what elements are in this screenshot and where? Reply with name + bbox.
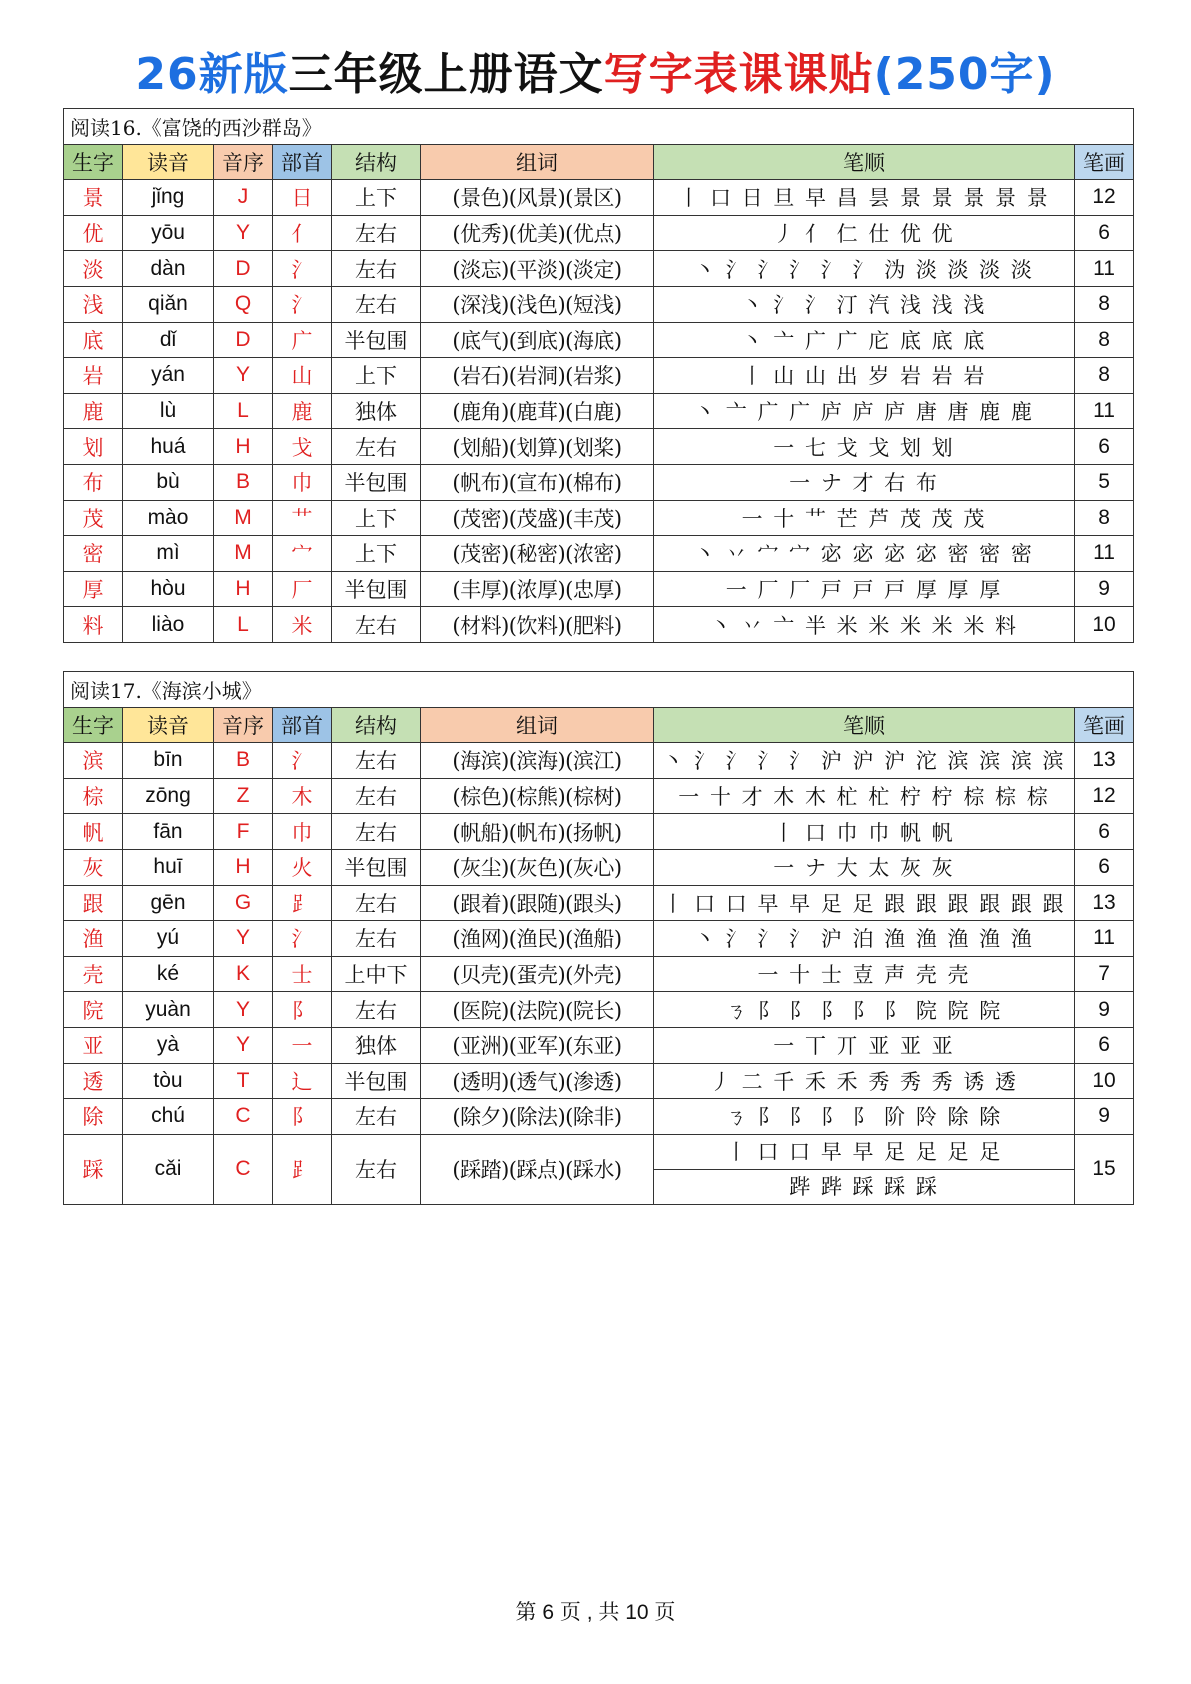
order-cell: T xyxy=(214,1063,273,1099)
order-cell: H xyxy=(214,849,273,885)
table-row xyxy=(64,1099,1134,1135)
stroke-order-cell: 一 厂 厂 戸 戸 戸 厚 厚 厚 xyxy=(654,571,1075,607)
header-words: 组词 xyxy=(421,707,654,743)
radical-cell: 广 xyxy=(273,322,332,358)
words-cell: (茂密)(茂盛)(丰茂) xyxy=(421,500,654,536)
stroke-count-cell: 8 xyxy=(1075,286,1134,322)
char-cell: 灰 xyxy=(64,849,123,885)
stroke-count-cell: 12 xyxy=(1075,778,1134,814)
stroke-order-cell: 丿 亻 仁 仕 优 优 xyxy=(654,215,1075,251)
title-grade: 三年级上册语文 xyxy=(288,49,604,100)
structure-cell: 上中下 xyxy=(332,956,421,992)
table-row xyxy=(64,956,1134,992)
table-row xyxy=(64,607,1134,643)
structure-cell: 左右 xyxy=(332,1099,421,1135)
structure-cell: 左右 xyxy=(332,814,421,850)
stroke-count-cell: 7 xyxy=(1075,956,1134,992)
words-cell: (海滨)(滨海)(滨江) xyxy=(421,743,654,779)
stroke-count-cell: 10 xyxy=(1075,1063,1134,1099)
order-cell: L xyxy=(214,607,273,643)
section-table-17 xyxy=(63,671,1134,1205)
header-char: 生字 xyxy=(64,707,123,743)
pinyin-cell: bīn xyxy=(123,743,214,779)
words-cell: (棕色)(棕熊)(棕树) xyxy=(421,778,654,814)
radical-cell: 阝 xyxy=(273,992,332,1028)
radical-cell: 氵 xyxy=(273,743,332,779)
char-cell: 茂 xyxy=(64,500,123,536)
structure-cell: 左右 xyxy=(332,743,421,779)
radical-cell: 鹿 xyxy=(273,393,332,429)
order-cell: Y xyxy=(214,992,273,1028)
header-order: 音序 xyxy=(214,144,273,180)
words-cell: (茂密)(秘密)(浓密) xyxy=(421,536,654,572)
header-pinyin: 读音 xyxy=(123,144,214,180)
radical-cell: 阝 xyxy=(273,1099,332,1135)
stroke-order-cell: 一 十 艹 芒 芦 茂 茂 茂 xyxy=(654,500,1075,536)
structure-cell: 左右 xyxy=(332,607,421,643)
stroke-count-cell: 11 xyxy=(1075,921,1134,957)
header-char: 生字 xyxy=(64,144,123,180)
stroke-count-cell: 8 xyxy=(1075,322,1134,358)
section-title: 阅读17.《海滨小城》 xyxy=(64,672,1134,708)
table-row xyxy=(64,286,1134,322)
table-row xyxy=(64,778,1134,814)
pinyin-cell: jǐng xyxy=(123,180,214,216)
stroke-order-cell: 丶 氵 氵 氵 氵 沪 沪 沪 沱 滨 滨 滨 滨 xyxy=(654,743,1075,779)
radical-cell: 一 xyxy=(273,1027,332,1063)
table-row xyxy=(64,921,1134,957)
char-cell: 透 xyxy=(64,1063,123,1099)
order-cell: M xyxy=(214,500,273,536)
stroke-count-cell: 13 xyxy=(1075,885,1134,921)
stroke-order-cell: 丨 口 日 旦 早 昌 昙 景 景 景 景 景 xyxy=(654,180,1075,216)
structure-cell: 半包围 xyxy=(332,464,421,500)
stroke-order-cell: ㄋ 阝 阝 阝 阝 阶 阾 除 除 xyxy=(654,1099,1075,1135)
table-row xyxy=(64,464,1134,500)
table-row xyxy=(64,429,1134,465)
structure-cell: 左右 xyxy=(332,921,421,957)
char-cell: 院 xyxy=(64,992,123,1028)
header-words: 组词 xyxy=(421,144,654,180)
title-topic: 写字表课课贴 xyxy=(603,49,874,100)
stroke-count-cell: 6 xyxy=(1075,1027,1134,1063)
stroke-count-cell: 8 xyxy=(1075,358,1134,394)
words-cell: (底气)(到底)(海底) xyxy=(421,322,654,358)
table-row xyxy=(64,393,1134,429)
char-cell: 帆 xyxy=(64,814,123,850)
words-cell: (帆船)(帆布)(扬帆) xyxy=(421,814,654,850)
char-cell: 岩 xyxy=(64,358,123,394)
pinyin-cell: yà xyxy=(123,1027,214,1063)
stroke-order-line: 跸 跸 踩 踩 踩 xyxy=(654,1169,1074,1204)
header-count: 笔画 xyxy=(1075,707,1134,743)
radical-cell: ⻊ xyxy=(273,1134,332,1204)
words-cell: (灰尘)(灰色)(灰心) xyxy=(421,849,654,885)
pinyin-cell: chú xyxy=(123,1099,214,1135)
header-order: 音序 xyxy=(214,707,273,743)
order-cell: D xyxy=(214,322,273,358)
words-cell: (景色)(风景)(景区) xyxy=(421,180,654,216)
order-cell: M xyxy=(214,536,273,572)
order-cell: Z xyxy=(214,778,273,814)
header-radical: 部首 xyxy=(273,144,332,180)
pinyin-cell: ké xyxy=(123,956,214,992)
order-cell: Y xyxy=(214,215,273,251)
pinyin-cell: liào xyxy=(123,607,214,643)
pinyin-cell: cǎi xyxy=(123,1134,214,1204)
page-title xyxy=(0,38,1191,102)
char-cell: 亚 xyxy=(64,1027,123,1063)
words-cell: (丰厚)(浓厚)(忠厚) xyxy=(421,571,654,607)
stroke-count-cell: 10 xyxy=(1075,607,1134,643)
table-row xyxy=(64,251,1134,287)
radical-cell: 巾 xyxy=(273,814,332,850)
words-cell: (贝壳)(蛋壳)(外壳) xyxy=(421,956,654,992)
char-cell: 密 xyxy=(64,536,123,572)
words-cell: (材料)(饮料)(肥料) xyxy=(421,607,654,643)
radical-cell: 厂 xyxy=(273,571,332,607)
stroke-order-cell: 一 ナ 大 太 灰 灰 xyxy=(654,849,1075,885)
stroke-order-cell xyxy=(654,1134,1075,1204)
radical-cell: 士 xyxy=(273,956,332,992)
words-cell: (医院)(法院)(院长) xyxy=(421,992,654,1028)
radical-cell: 米 xyxy=(273,607,332,643)
stroke-order-cell: 一 七 戈 戈 划 划 xyxy=(654,429,1075,465)
structure-cell: 左右 xyxy=(332,992,421,1028)
pinyin-cell: huá xyxy=(123,429,214,465)
structure-cell: 上下 xyxy=(332,500,421,536)
char-cell: 浅 xyxy=(64,286,123,322)
char-cell: 底 xyxy=(64,322,123,358)
stroke-count-cell: 9 xyxy=(1075,1099,1134,1135)
char-cell: 划 xyxy=(64,429,123,465)
table-row xyxy=(64,1027,1134,1063)
char-cell: 优 xyxy=(64,215,123,251)
pinyin-cell: yuàn xyxy=(123,992,214,1028)
stroke-order-cell: 丿 二 千 禾 禾 秀 秀 秀 诱 透 xyxy=(654,1063,1075,1099)
table-row xyxy=(64,215,1134,251)
table-row xyxy=(64,322,1134,358)
structure-cell: 上下 xyxy=(332,358,421,394)
table-row xyxy=(64,992,1134,1028)
stroke-order-cell: 丶 丷 宀 宀 宓 宓 宓 宓 密 密 密 xyxy=(654,536,1075,572)
stroke-order-cell: 丶 氵 氵 氵 沪 泊 渔 渔 渔 渔 渔 xyxy=(654,921,1075,957)
stroke-order-cell: 丨 山 山 出 岁 岩 岩 岩 xyxy=(654,358,1075,394)
table-row xyxy=(64,814,1134,850)
pinyin-cell: yán xyxy=(123,358,214,394)
pinyin-cell: hòu xyxy=(123,571,214,607)
section-table-16 xyxy=(63,108,1134,643)
section-title: 阅读16.《富饶的西沙群岛》 xyxy=(64,109,1134,145)
stroke-order-cell: 丶 氵 氵 汀 汽 浅 浅 浅 xyxy=(654,286,1075,322)
stroke-order-cell: 一 十 才 木 木 杧 杧 柠 柠 棕 棕 棕 xyxy=(654,778,1075,814)
char-cell: 布 xyxy=(64,464,123,500)
radical-cell: 日 xyxy=(273,180,332,216)
page-footer: 第 6 页 , 共 10 页 xyxy=(515,1601,676,1624)
pinyin-cell: gēn xyxy=(123,885,214,921)
words-cell: (划船)(划算)(划桨) xyxy=(421,429,654,465)
pinyin-cell: lù xyxy=(123,393,214,429)
order-cell: B xyxy=(214,464,273,500)
words-cell: (渔网)(渔民)(渔船) xyxy=(421,921,654,957)
pinyin-cell: fān xyxy=(123,814,214,850)
radical-cell: ⻊ xyxy=(273,885,332,921)
structure-cell: 上下 xyxy=(332,180,421,216)
stroke-count-cell: 11 xyxy=(1075,536,1134,572)
stroke-order-cell: 一 十 士 壴 声 壳 壳 xyxy=(654,956,1075,992)
char-cell: 料 xyxy=(64,607,123,643)
radical-cell: 氵 xyxy=(273,921,332,957)
stroke-order-line: 丨 口 口 早 早 足 足 足 足 xyxy=(725,1139,1003,1164)
char-cell: 除 xyxy=(64,1099,123,1135)
radical-cell: 亻 xyxy=(273,215,332,251)
pinyin-cell: mào xyxy=(123,500,214,536)
order-cell: C xyxy=(214,1099,273,1135)
header-strokes: 笔顺 xyxy=(654,144,1075,180)
order-cell: H xyxy=(214,571,273,607)
radical-cell: 宀 xyxy=(273,536,332,572)
stroke-order-cell: 丶 丷 亠 半 米 米 米 米 米 料 xyxy=(654,607,1075,643)
order-cell: L xyxy=(214,393,273,429)
char-cell: 踩 xyxy=(64,1134,123,1204)
pinyin-cell: tòu xyxy=(123,1063,214,1099)
order-cell: J xyxy=(214,180,273,216)
radical-cell: 木 xyxy=(273,778,332,814)
structure-cell: 独体 xyxy=(332,393,421,429)
order-cell: Y xyxy=(214,1027,273,1063)
stroke-count-cell: 8 xyxy=(1075,500,1134,536)
title-prefix: 26新版 xyxy=(135,49,289,100)
radical-cell: 山 xyxy=(273,358,332,394)
stroke-count-cell: 5 xyxy=(1075,464,1134,500)
stroke-order-cell: 丶 氵 氵 氵 氵 氵 沩 淡 淡 淡 淡 xyxy=(654,251,1075,287)
stroke-count-cell: 12 xyxy=(1075,180,1134,216)
header-structure: 结构 xyxy=(332,144,421,180)
table-row xyxy=(64,1063,1134,1099)
words-cell: (除夕)(除法)(除非) xyxy=(421,1099,654,1135)
stroke-count-cell: 13 xyxy=(1075,743,1134,779)
table-row xyxy=(64,500,1134,536)
order-cell: K xyxy=(214,956,273,992)
structure-cell: 半包围 xyxy=(332,849,421,885)
pinyin-cell: bù xyxy=(123,464,214,500)
radical-cell: 氵 xyxy=(273,286,332,322)
table-row xyxy=(64,536,1134,572)
stroke-count-cell: 6 xyxy=(1075,215,1134,251)
structure-cell: 左右 xyxy=(332,885,421,921)
structure-cell: 左右 xyxy=(332,251,421,287)
order-cell: Y xyxy=(214,921,273,957)
pinyin-cell: dǐ xyxy=(123,322,214,358)
char-cell: 棕 xyxy=(64,778,123,814)
order-cell: B xyxy=(214,743,273,779)
table-row xyxy=(64,180,1134,216)
stroke-count-cell: 9 xyxy=(1075,992,1134,1028)
structure-cell: 左右 xyxy=(332,215,421,251)
stroke-count-cell: 6 xyxy=(1075,849,1134,885)
table-row xyxy=(64,849,1134,885)
char-cell: 壳 xyxy=(64,956,123,992)
order-cell: H xyxy=(214,429,273,465)
structure-cell: 左右 xyxy=(332,286,421,322)
stroke-order-cell: 一 ナ 才 右 布 xyxy=(654,464,1075,500)
header-structure: 结构 xyxy=(332,707,421,743)
header-radical: 部首 xyxy=(273,707,332,743)
structure-cell: 上下 xyxy=(332,536,421,572)
pinyin-cell: dàn xyxy=(123,251,214,287)
header-strokes: 笔顺 xyxy=(654,707,1075,743)
stroke-count-cell: 11 xyxy=(1075,393,1134,429)
radical-cell: 火 xyxy=(273,849,332,885)
order-cell: Y xyxy=(214,358,273,394)
radical-cell: 艹 xyxy=(273,500,332,536)
table-row xyxy=(64,571,1134,607)
radical-cell: 戈 xyxy=(273,429,332,465)
pinyin-cell: mì xyxy=(123,536,214,572)
stroke-order-cell: ㄋ 阝 阝 阝 阝 阝 院 院 院 xyxy=(654,992,1075,1028)
structure-cell: 左右 xyxy=(332,778,421,814)
words-cell: (鹿角)(鹿茸)(白鹿) xyxy=(421,393,654,429)
words-cell: (透明)(透气)(渗透) xyxy=(421,1063,654,1099)
stroke-count-cell: 11 xyxy=(1075,251,1134,287)
stroke-order-cell: 丨 口 口 早 早 足 足 跟 跟 跟 跟 跟 跟 xyxy=(654,885,1075,921)
stroke-order-cell: 丶 亠 广 广 庀 底 底 底 xyxy=(654,322,1075,358)
words-cell: (亚洲)(亚军)(东亚) xyxy=(421,1027,654,1063)
stroke-order-cell: 丨 口 巾 巾 帆 帆 xyxy=(654,814,1075,850)
stroke-order-cell: 丶 亠 广 广 庐 庐 庐 唐 唐 鹿 鹿 xyxy=(654,393,1075,429)
char-cell: 景 xyxy=(64,180,123,216)
char-cell: 厚 xyxy=(64,571,123,607)
title-count: (250字) xyxy=(873,49,1056,100)
words-cell: (岩石)(岩洞)(岩浆) xyxy=(421,358,654,394)
pinyin-cell: yú xyxy=(123,921,214,957)
radical-cell: 辶 xyxy=(273,1063,332,1099)
order-cell: C xyxy=(214,1134,273,1204)
stroke-order-cell: 一 丅 丌 亚 亚 亚 xyxy=(654,1027,1075,1063)
words-cell: (帆布)(宣布)(棉布) xyxy=(421,464,654,500)
pinyin-cell: qiǎn xyxy=(123,286,214,322)
table-row xyxy=(64,358,1134,394)
table-row xyxy=(64,1134,1134,1204)
structure-cell: 半包围 xyxy=(332,1063,421,1099)
stroke-count-cell: 15 xyxy=(1075,1134,1134,1204)
table-row xyxy=(64,743,1134,779)
table-row xyxy=(64,885,1134,921)
pinyin-cell: huī xyxy=(123,849,214,885)
structure-cell: 独体 xyxy=(332,1027,421,1063)
char-cell: 跟 xyxy=(64,885,123,921)
header-pinyin: 读音 xyxy=(123,707,214,743)
order-cell: F xyxy=(214,814,273,850)
words-cell: (淡忘)(平淡)(淡定) xyxy=(421,251,654,287)
header-count: 笔画 xyxy=(1075,144,1134,180)
radical-cell: 巾 xyxy=(273,464,332,500)
structure-cell: 半包围 xyxy=(332,322,421,358)
words-cell: (深浅)(浅色)(短浅) xyxy=(421,286,654,322)
order-cell: Q xyxy=(214,286,273,322)
words-cell: (优秀)(优美)(优点) xyxy=(421,215,654,251)
order-cell: D xyxy=(214,251,273,287)
char-cell: 滨 xyxy=(64,743,123,779)
structure-cell: 左右 xyxy=(332,1134,421,1204)
structure-cell: 半包围 xyxy=(332,571,421,607)
stroke-count-cell: 6 xyxy=(1075,429,1134,465)
order-cell: G xyxy=(214,885,273,921)
pinyin-cell: yōu xyxy=(123,215,214,251)
words-cell: (跟着)(跟随)(跟头) xyxy=(421,885,654,921)
stroke-count-cell: 6 xyxy=(1075,814,1134,850)
char-cell: 淡 xyxy=(64,251,123,287)
radical-cell: 氵 xyxy=(273,251,332,287)
words-cell: (踩踏)(踩点)(踩水) xyxy=(421,1134,654,1204)
structure-cell: 左右 xyxy=(332,429,421,465)
char-cell: 渔 xyxy=(64,921,123,957)
stroke-count-cell: 9 xyxy=(1075,571,1134,607)
pinyin-cell: zōng xyxy=(123,778,214,814)
char-cell: 鹿 xyxy=(64,393,123,429)
